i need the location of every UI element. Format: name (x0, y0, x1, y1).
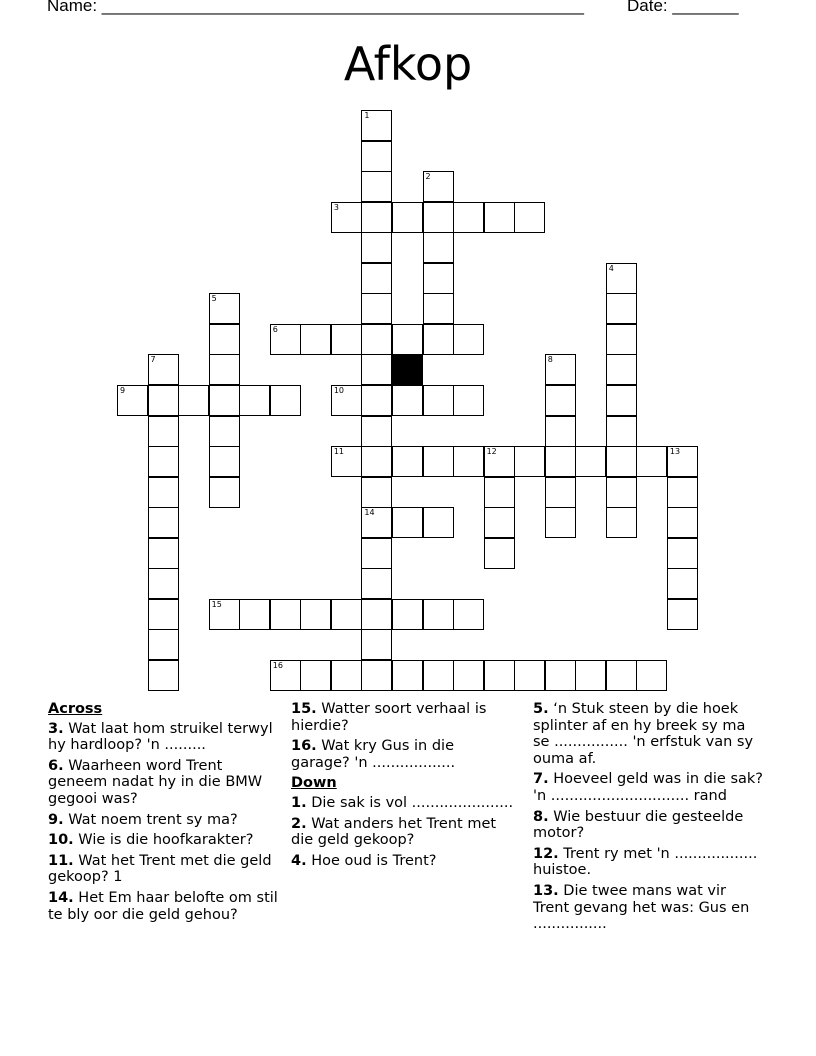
grid-cell[interactable] (423, 599, 454, 630)
grid-cell[interactable] (667, 477, 698, 508)
grid-cell[interactable] (361, 232, 392, 263)
grid-cell[interactable] (453, 599, 484, 630)
grid-cell[interactable] (331, 385, 362, 416)
clue-number-label: 5 (211, 294, 217, 304)
clue-number-label: 10 (333, 385, 345, 395)
clue-number: 4. (291, 852, 307, 869)
clue-number-label: 3 (333, 202, 339, 212)
clue-number: 6. (48, 757, 64, 774)
grid-cell[interactable] (484, 507, 515, 538)
grid-cell[interactable] (239, 599, 270, 630)
grid-cell[interactable] (361, 416, 392, 447)
grid-cell[interactable] (148, 354, 179, 385)
clue-item (291, 701, 516, 734)
clue-item (291, 816, 516, 849)
grid-cell[interactable] (545, 660, 576, 691)
clue-item (533, 701, 763, 767)
grid-cell[interactable] (667, 568, 698, 599)
clue-number: 13. (533, 882, 559, 899)
grid-cell[interactable] (361, 171, 392, 202)
grid-cell[interactable] (209, 354, 240, 385)
grid-cell[interactable] (545, 385, 576, 416)
clue-text: Trent ry met 'n .................. huistoe. (533, 845, 758, 879)
grid-cell[interactable] (453, 324, 484, 355)
grid-cell[interactable] (148, 446, 179, 477)
grid-cell[interactable] (209, 385, 240, 416)
grid-cell[interactable] (148, 477, 179, 508)
grid-cell[interactable] (148, 568, 179, 599)
grid-cell[interactable] (514, 202, 545, 233)
clue-text: Wat laat hom struikel terwyl hy hardloop? 'n ......... (48, 720, 273, 754)
clue-number: 16. (291, 738, 317, 755)
grid-cell[interactable] (423, 232, 454, 263)
clue-number-label: 12 (486, 447, 497, 457)
grid-cell[interactable] (392, 660, 423, 691)
grid-cell[interactable] (545, 416, 576, 447)
clue-item (291, 738, 516, 771)
clue-number: 8. (533, 808, 549, 825)
grid-cell[interactable] (148, 416, 179, 447)
clue-number: 1. (291, 794, 307, 811)
clue-item (533, 883, 763, 933)
grid-cell[interactable] (606, 660, 637, 691)
clue-text: Wat anders het Trent met die geld gekoop? (291, 815, 497, 849)
clue-item (533, 809, 763, 842)
name-field[interactable]: Name: ___________________________________________________ (47, 0, 584, 15)
clue-number: 3. (48, 720, 64, 737)
grid-cell[interactable] (606, 507, 637, 538)
clue-text: Wat kry Gus in die garage? 'n .................. (291, 738, 456, 771)
grid-cell[interactable] (423, 171, 454, 202)
grid-cell[interactable] (148, 629, 179, 660)
clue-number-label: 4 (608, 263, 614, 273)
clue-text: Wie is die hoofkarakter? (78, 832, 254, 849)
grid-cell[interactable] (453, 660, 484, 691)
grid-cell[interactable] (148, 660, 179, 691)
clue-number-label: 8 (547, 355, 553, 365)
clue-number: 7. (533, 771, 549, 788)
grid-cell[interactable] (423, 660, 454, 691)
grid-cell[interactable] (361, 354, 392, 385)
clue-number: 12. (533, 845, 559, 862)
grid-cell[interactable] (209, 293, 240, 324)
grid-cell[interactable] (545, 507, 576, 538)
clue-text: Wie bestuur die gesteelde motor? (533, 808, 744, 842)
clue-text: Hoe oud is Trent? (311, 852, 437, 869)
clue-item (533, 771, 763, 804)
grid-cell[interactable] (453, 385, 484, 416)
clue-number: 15. (291, 701, 317, 717)
grid-cell[interactable] (606, 263, 637, 294)
grid-cell[interactable] (331, 202, 362, 233)
grid-cell[interactable] (361, 202, 392, 233)
clue-number: 9. (48, 811, 64, 828)
grid-cell[interactable] (392, 507, 423, 538)
grid-cell[interactable] (484, 660, 515, 691)
grid-cell[interactable] (209, 324, 240, 355)
down-heading: Down (291, 775, 337, 792)
clue-item (291, 853, 516, 870)
grid-cell[interactable] (423, 446, 454, 477)
grid-cell[interactable] (331, 446, 362, 477)
grid-cell[interactable] (178, 385, 209, 416)
grid-cell[interactable] (270, 324, 301, 355)
clue-number-label: 1 (364, 111, 370, 120)
clues-column-2 (291, 701, 516, 873)
grid-cell[interactable] (484, 446, 515, 477)
grid-cell[interactable] (606, 477, 637, 508)
grid-cell[interactable] (392, 202, 423, 233)
grid-cell[interactable] (636, 660, 667, 691)
grid-cell[interactable] (667, 538, 698, 569)
grid-cell[interactable] (361, 568, 392, 599)
grid-cell[interactable] (423, 324, 454, 355)
grid-cell[interactable] (361, 324, 392, 355)
clue-number-label: 14 (364, 508, 375, 518)
grid-cell[interactable] (361, 599, 392, 630)
date-field[interactable]: Date: _______ (627, 0, 739, 15)
grid-cell[interactable] (331, 660, 362, 691)
grid-cell[interactable] (667, 446, 698, 477)
clue-item (48, 758, 280, 808)
grid-cell[interactable] (361, 507, 392, 538)
clue-number-label: 2 (425, 172, 431, 182)
grid-cell[interactable] (361, 660, 392, 691)
grid-cell[interactable] (361, 385, 392, 416)
grid-cell[interactable] (270, 385, 301, 416)
grid-cell[interactable] (148, 507, 179, 538)
black-cell (392, 354, 423, 385)
grid-cell[interactable] (361, 629, 392, 660)
grid-cell[interactable] (484, 538, 515, 569)
grid-cell[interactable] (392, 599, 423, 630)
across-heading: Across (48, 701, 103, 717)
grid-cell[interactable] (239, 385, 270, 416)
clue-number: 10. (48, 832, 74, 849)
clue-text: Wat noem trent sy ma? (68, 811, 238, 828)
clues-column-1 (48, 701, 280, 927)
grid-cell[interactable] (392, 446, 423, 477)
clue-item (48, 812, 280, 829)
clue-number-label: 13 (669, 447, 681, 457)
grid-cell[interactable] (361, 110, 392, 141)
grid-cell[interactable] (514, 660, 545, 691)
grid-cell[interactable] (606, 416, 637, 447)
grid-cell[interactable] (514, 446, 545, 477)
clue-text: Hoeveel geld was in die sak? 'n .............................. rand (533, 771, 763, 804)
grid-cell[interactable] (606, 385, 637, 416)
grid-cell[interactable] (423, 263, 454, 294)
grid-cell[interactable] (392, 385, 423, 416)
grid-cell[interactable] (148, 599, 179, 630)
grid-cell[interactable] (545, 354, 576, 385)
grid-cell[interactable] (453, 202, 484, 233)
clue-number: 11. (48, 852, 74, 869)
grid-cell[interactable] (423, 385, 454, 416)
grid-cell[interactable] (484, 202, 515, 233)
clue-item (533, 846, 763, 879)
grid-cell[interactable] (423, 202, 454, 233)
grid-cell[interactable] (606, 293, 637, 324)
grid-cell[interactable] (667, 507, 698, 538)
grid-cell[interactable] (209, 599, 240, 630)
grid-cell[interactable] (331, 324, 362, 355)
clue-number-label: 11 (333, 447, 345, 457)
grid-cell[interactable] (209, 416, 240, 447)
grid-cell[interactable] (606, 354, 637, 385)
grid-cell[interactable] (117, 385, 148, 416)
grid-cell[interactable] (423, 293, 454, 324)
clue-text: Het Em haar belofte om stil te bly oor die geld gehou? (48, 889, 278, 923)
grid-cell[interactable] (270, 599, 301, 630)
grid-cell[interactable] (209, 446, 240, 477)
clue-text: Waarheen word Trent geneem nadat hy in die BMW gegooi was? (48, 757, 263, 807)
grid-cell[interactable] (331, 599, 362, 630)
clue-number: 5. (533, 701, 549, 717)
puzzle-title: Afkop (343, 37, 473, 91)
clue-item (48, 721, 280, 754)
grid-cell[interactable] (545, 477, 576, 508)
clue-text: Die sak is vol ...................... (311, 794, 514, 811)
clue-item (48, 890, 280, 923)
clue-text: Watter soort verhaal is hierdie? (291, 701, 487, 734)
clue-number-label: 9 (120, 385, 126, 395)
grid-cell[interactable] (300, 660, 331, 691)
clue-number-label: 15 (211, 599, 222, 609)
grid-cell[interactable] (209, 477, 240, 508)
grid-cell[interactable] (484, 477, 515, 508)
clue-text: ‘n Stuk steen by die hoek splinter af en hy breek sy ma se ................ 'n erfstuk van sy ouma af. (533, 701, 754, 767)
grid-cell[interactable] (392, 324, 423, 355)
clue-number-label: 16 (272, 660, 283, 670)
grid-cell[interactable] (606, 324, 637, 355)
clue-number-label: 7 (150, 355, 156, 365)
grid-cell[interactable] (575, 446, 606, 477)
grid-cell[interactable] (148, 385, 179, 416)
grid-cell[interactable] (361, 141, 392, 172)
grid-cell[interactable] (423, 507, 454, 538)
clue-number-label: 6 (272, 324, 278, 334)
grid-cell[interactable] (270, 660, 301, 691)
grid-cell[interactable] (453, 446, 484, 477)
grid-cell[interactable] (545, 446, 576, 477)
grid-cell[interactable] (361, 293, 392, 324)
grid-cell[interactable] (300, 599, 331, 630)
grid-cell[interactable] (148, 538, 179, 569)
clue-text: Die twee mans wat vir Trent gevang het was: Gus en ................ (533, 882, 750, 933)
grid-cell[interactable] (606, 446, 637, 477)
clue-number: 2. (291, 815, 307, 832)
clues-column-3 (533, 701, 763, 937)
grid-cell[interactable] (667, 599, 698, 630)
clue-number: 14. (48, 889, 74, 906)
grid-cell[interactable] (636, 446, 667, 477)
grid-cell[interactable] (575, 660, 606, 691)
grid-cell[interactable] (361, 263, 392, 294)
grid-cell[interactable] (300, 324, 331, 355)
clue-item (291, 795, 516, 812)
clue-text: Wat het Trent met die geld gekoop? 1 (48, 852, 272, 886)
clue-item (48, 832, 280, 849)
clue-item (48, 853, 280, 886)
grid-cell[interactable] (361, 477, 392, 508)
grid-cell[interactable] (361, 446, 392, 477)
grid-cell[interactable] (361, 538, 392, 569)
